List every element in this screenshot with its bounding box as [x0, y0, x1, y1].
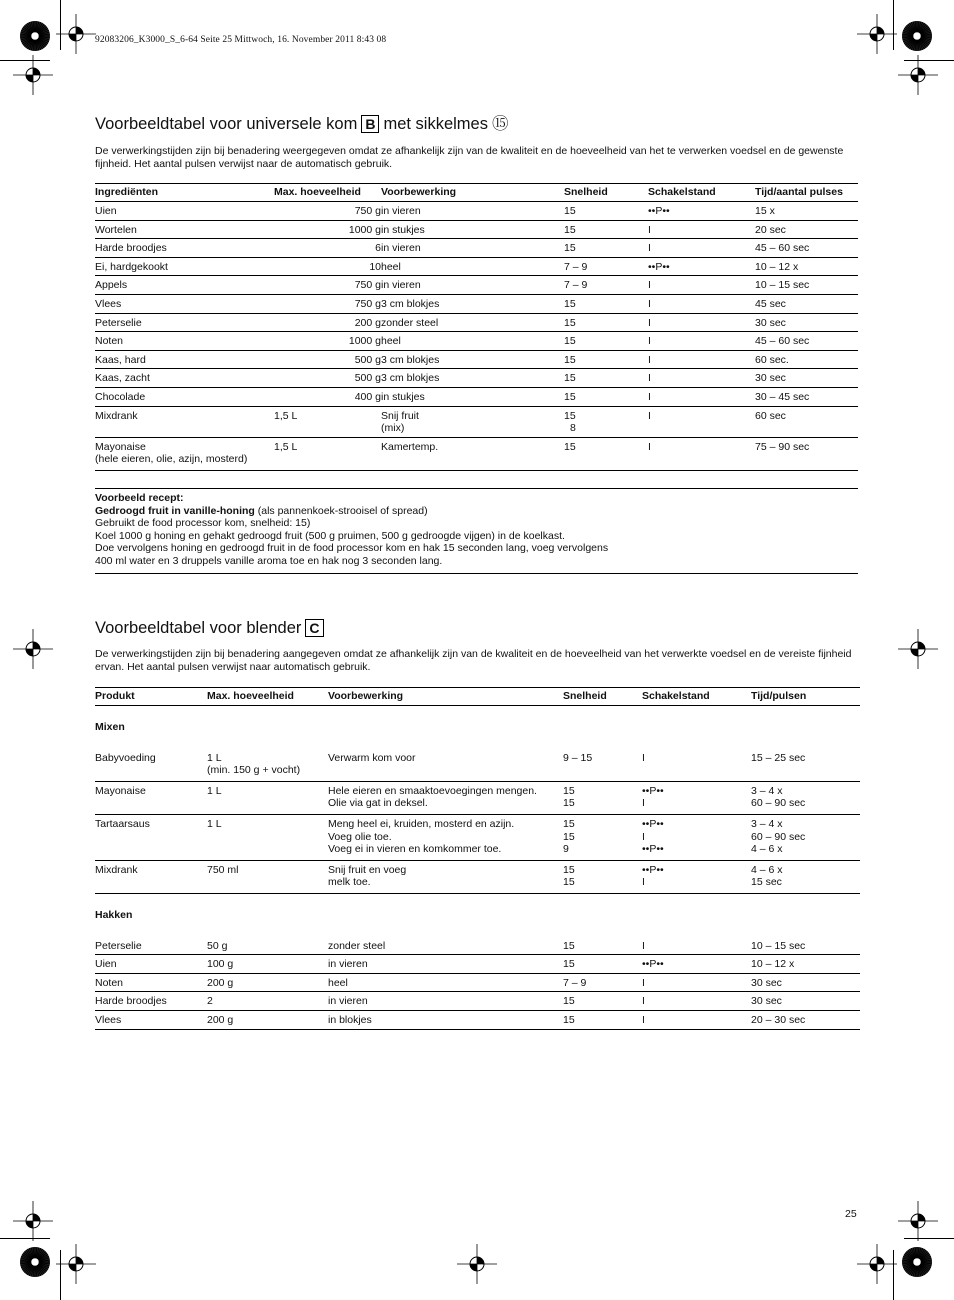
- crop-mark: [893, 0, 894, 50]
- cell-line: I: [642, 751, 645, 764]
- table-cell: [328, 749, 563, 782]
- table-row: [95, 202, 858, 221]
- cell-line: Mayonaise: [95, 440, 146, 453]
- crop-mark: [0, 60, 50, 61]
- table-cell: [642, 749, 751, 782]
- cell-line: Snij fruit en voeg: [328, 863, 407, 876]
- table-row: [95, 332, 858, 351]
- cell-line: 3 – 4 x: [751, 817, 783, 830]
- col-header: Voorbewerking: [381, 184, 564, 202]
- cell-line: 15: [563, 876, 575, 889]
- section1-title-text: Voorbeeldtabel voor universele kom: [95, 115, 358, 133]
- cell-line: Voeg ei in vieren en komkommer toe.: [328, 843, 502, 856]
- table-cell: 75 – 90 sec: [755, 437, 858, 470]
- table-cell: 200 g: [207, 973, 328, 992]
- section2-title: [95, 618, 324, 638]
- table-row: [95, 239, 858, 258]
- table-cell: in stukjes: [381, 220, 564, 239]
- table-cell: 200 g: [207, 1010, 328, 1029]
- registration-mark-icon: [857, 14, 897, 54]
- table-row: [95, 313, 858, 332]
- col-header: Produkt: [95, 688, 207, 706]
- col-header: Snelheid: [564, 184, 648, 202]
- table-cell: 400 g: [274, 387, 381, 406]
- table-cell: in blokjes: [328, 1010, 563, 1029]
- registration-mark-icon: [898, 1201, 938, 1241]
- color-target-icon: [20, 1247, 50, 1277]
- cell-line: 4 – 6 x: [751, 843, 783, 856]
- crop-mark: [893, 1250, 894, 1300]
- table-cell: 45 – 60 sec: [755, 239, 858, 258]
- table-cell: Harde broodjes: [95, 239, 274, 258]
- col-header: Tijd/aantal pulses: [755, 184, 858, 202]
- crop-mark: [60, 1250, 61, 1300]
- table-cell: I: [642, 937, 751, 955]
- table-cell: 15: [564, 369, 648, 388]
- recipe-line: 400 ml water en 3 druppels vanille aroma toe en hak nog 3 seconden lang.: [95, 554, 443, 567]
- cell-line: 60 – 90 sec: [751, 830, 806, 843]
- color-target-icon: [20, 21, 50, 51]
- section2-title-text: Voorbeeldtabel voor blender: [95, 619, 302, 637]
- table-cell: 45 – 60 sec: [755, 332, 858, 351]
- cell-line: I: [642, 830, 645, 843]
- table-cell: [751, 749, 860, 782]
- cell-line: 3 – 4 x: [751, 784, 783, 797]
- col-header: Snelheid: [563, 688, 642, 706]
- col-header: Max. hoeveelheid: [207, 688, 328, 706]
- table-row: [95, 276, 858, 295]
- table-cell: 15: [564, 313, 648, 332]
- table-row: [95, 937, 860, 955]
- table-cell: Vlees: [95, 294, 274, 313]
- cell-line: 8: [570, 422, 576, 435]
- table-cell: 15: [563, 937, 642, 955]
- table-cell: I: [648, 387, 755, 406]
- table-cell: in vieren: [381, 239, 564, 258]
- table-group-row: [95, 706, 860, 749]
- table-cell: 750 g: [274, 276, 381, 295]
- table-cell: in vieren: [328, 992, 563, 1011]
- cell-line: (mix): [381, 422, 405, 435]
- cell-line: (min. 150 g + vocht): [207, 764, 301, 777]
- table-cell: Wortelen: [95, 220, 274, 239]
- table-cell: I: [648, 294, 755, 313]
- table-cell: 15: [563, 955, 642, 974]
- crop-mark: [904, 60, 954, 61]
- table-cell: Kamertemp.: [381, 437, 564, 470]
- cell-line: Voeg olie toe.: [328, 830, 392, 843]
- cell-line: Meng heel ei, kruiden, mosterd en azijn.: [328, 817, 515, 830]
- cell-line: 60 – 90 sec: [751, 797, 806, 810]
- crop-mark: [60, 0, 61, 50]
- cell-line: Hele eieren en smaaktoevoegingen mengen.: [328, 784, 537, 797]
- table-cell: 15: [564, 202, 648, 221]
- table-cell: 7 – 9: [564, 276, 648, 295]
- col-header: Schakelstand: [642, 688, 751, 706]
- registration-mark-icon: [857, 1244, 897, 1284]
- table-cell: 750 g: [274, 202, 381, 221]
- table-cell: heel: [328, 973, 563, 992]
- table-cell: in vieren: [381, 276, 564, 295]
- table-cell: Mixdrank: [95, 406, 274, 437]
- table-cell: I: [648, 239, 755, 258]
- table-cell: [642, 860, 751, 893]
- recipe-line: Koel 1000 g honing en gehakt gedroogd fruit (500 g pruimen, 500 g gedroogde vijgen) in de koelkast.: [95, 529, 565, 542]
- registration-mark-icon: [56, 14, 96, 54]
- table-row: [95, 437, 858, 470]
- cell-line: I: [642, 797, 645, 810]
- col-header: Tijd/pulsen: [751, 688, 860, 706]
- table-cell: 10: [274, 257, 381, 276]
- table-cell: 7 – 9: [563, 973, 642, 992]
- cell-line: 15: [563, 797, 575, 810]
- table-row: [95, 749, 860, 782]
- crop-mark: [0, 1238, 50, 1239]
- recipe-name-note: (als pannenkoek-strooisel of spread): [254, 504, 428, 517]
- table-cell: 200 g: [274, 313, 381, 332]
- table-cell: 15 x: [755, 202, 858, 221]
- table-cell: Noten: [95, 332, 274, 351]
- color-target-icon: [902, 21, 932, 51]
- table-cell: ••P••: [648, 257, 755, 276]
- table-row: [95, 387, 858, 406]
- registration-mark-icon: [56, 1244, 96, 1284]
- table-cell: 1,5 L: [274, 437, 381, 470]
- table-header-row: [95, 184, 858, 202]
- table-cell: Harde broodjes: [95, 992, 207, 1011]
- table-cell: [95, 437, 274, 470]
- table-cell: Appels: [95, 276, 274, 295]
- table-cell: 100 g: [207, 955, 328, 974]
- table-row: [95, 814, 860, 860]
- table-cell: 2: [207, 992, 328, 1011]
- table-cell: 45 sec: [755, 294, 858, 313]
- table-cell: 10 – 15 sec: [751, 937, 860, 955]
- table-cell: I: [642, 1010, 751, 1029]
- cell-line: 1 L: [207, 751, 222, 764]
- table-cell: 10 – 12 x: [755, 257, 858, 276]
- table-cell: 15: [564, 387, 648, 406]
- col-header: Voorbewerking: [328, 688, 563, 706]
- table-cell: [207, 814, 328, 860]
- table-cell: 15: [564, 332, 648, 351]
- col-header: Ingrediënten: [95, 184, 274, 202]
- cell-line: ••P••: [642, 863, 664, 876]
- table-cell: heel: [381, 332, 564, 351]
- cell-line: 15: [563, 784, 575, 797]
- section1-title-suffix: met sikkelmes: [383, 115, 488, 133]
- table-cell: 15: [564, 350, 648, 369]
- table-cell: 30 sec: [755, 313, 858, 332]
- cell-line: 1 L: [207, 817, 222, 830]
- print-slug: 92083206_K3000_S_6-64 Seite 25 Mittwoch, 16. November 2011 8:43 08: [95, 35, 387, 45]
- table-cell: Kaas, hard: [95, 350, 274, 369]
- table-cell: 15: [563, 1010, 642, 1029]
- table-cell: 500 g: [274, 350, 381, 369]
- group-label: Hakken: [95, 908, 133, 921]
- table-cell: Kaas, zacht: [95, 369, 274, 388]
- table-cell: [563, 860, 642, 893]
- table-cell: in vieren: [328, 955, 563, 974]
- cell-line: 15 – 25 sec: [751, 751, 806, 764]
- table-cell: 60 sec: [755, 406, 858, 437]
- registration-mark-icon: [13, 1201, 53, 1241]
- table-cell: I: [648, 350, 755, 369]
- cell-line: (hele eieren, olie, azijn, mosterd): [95, 453, 248, 466]
- recipe-line: Doe vervolgens honing en gedroogd fruit in de food processor kom en hak 15 seconden lang, voeg vervolgens: [95, 542, 609, 555]
- section2-title-box: C: [305, 619, 323, 637]
- table-header-row: [95, 688, 860, 706]
- cell-line: Verwarm kom voor: [328, 751, 416, 764]
- table-cell: [381, 406, 564, 437]
- table-row: [95, 294, 858, 313]
- table-cell: [207, 749, 328, 782]
- table-cell: Tartaarsaus: [95, 814, 207, 860]
- table-group-row: [95, 893, 860, 936]
- table-cell: [642, 814, 751, 860]
- table-cell: heel: [381, 257, 564, 276]
- registration-mark-icon: [898, 629, 938, 669]
- group-label: Mixen: [95, 721, 125, 733]
- table-cell: [563, 749, 642, 782]
- table-cell: 7 – 9: [564, 257, 648, 276]
- table-cell: 1000 g: [274, 220, 381, 239]
- table-cell: 15: [564, 239, 648, 258]
- table-cell: I: [648, 437, 755, 470]
- table-cell: Noten: [95, 973, 207, 992]
- table-cell: [328, 781, 563, 814]
- table-cell: Uien: [95, 955, 207, 974]
- table-cell: in stukjes: [381, 387, 564, 406]
- table-cell: 30 sec: [755, 369, 858, 388]
- table-row: [95, 350, 858, 369]
- table-cell: Mayonaise: [95, 781, 207, 814]
- table-cell: I: [648, 406, 755, 437]
- table-row: [95, 992, 860, 1011]
- table-cell: 30 sec: [751, 973, 860, 992]
- section1-title-box: B: [361, 115, 379, 133]
- table-cell: Babyvoeding: [95, 749, 207, 782]
- table-cell: Peterselie: [95, 937, 207, 955]
- table-cell: in vieren: [381, 202, 564, 221]
- cell-line: ••P••: [642, 843, 664, 856]
- cell-line: 1 L: [207, 784, 222, 797]
- table-row: [95, 955, 860, 974]
- table-cell: 10 – 15 sec: [755, 276, 858, 295]
- table-cell: 750 g: [274, 294, 381, 313]
- example-recipe: [95, 488, 858, 574]
- table-cell: [563, 814, 642, 860]
- table-cell: [328, 814, 563, 860]
- table-cell: 500 g: [274, 369, 381, 388]
- table-cell: I: [642, 992, 751, 1011]
- registration-mark-icon: [13, 55, 53, 95]
- table-cell: [563, 781, 642, 814]
- crop-mark: [904, 1238, 954, 1239]
- table-cell: 20 – 30 sec: [751, 1010, 860, 1029]
- table-cell: ••P••: [648, 202, 755, 221]
- cell-line: 15: [564, 409, 576, 422]
- table-cell: 15: [564, 437, 648, 470]
- table-cell: 1000 g: [274, 332, 381, 351]
- table-cell: [207, 860, 328, 893]
- recipe-heading: Voorbeeld recept:: [95, 492, 184, 504]
- table-row: [95, 1010, 860, 1029]
- recipe-line: Gebruikt de food processor kom, snelheid: 15): [95, 517, 311, 530]
- table-cell: I: [648, 369, 755, 388]
- table-cell: I: [648, 332, 755, 351]
- cell-line: 15: [563, 817, 575, 830]
- col-header: Schakelstand: [648, 184, 755, 202]
- table-row: [95, 257, 858, 276]
- table-cell: 20 sec: [755, 220, 858, 239]
- section1-title: [95, 114, 508, 134]
- table-row: [95, 973, 860, 992]
- table-cell: Peterselie: [95, 313, 274, 332]
- cell-line: 15: [563, 830, 575, 843]
- cell-line: ••P••: [642, 784, 664, 797]
- table-cell: [751, 814, 860, 860]
- table-cell: [564, 406, 648, 437]
- registration-mark-icon: [457, 1244, 497, 1284]
- table-cell: Uien: [95, 202, 274, 221]
- table-cell: I: [648, 276, 755, 295]
- table-cell: Ei, hardgekookt: [95, 257, 274, 276]
- table-cell: Vlees: [95, 1010, 207, 1029]
- table-cell: I: [648, 313, 755, 332]
- table-cell: [751, 781, 860, 814]
- table-cell: 15: [564, 220, 648, 239]
- table-cell: Mixdrank: [95, 860, 207, 893]
- blender-table: [95, 687, 860, 1030]
- table-cell: 30 sec: [751, 992, 860, 1011]
- cell-line: 9 – 15: [563, 751, 593, 764]
- table-cell: [751, 860, 860, 893]
- table-row: [95, 220, 858, 239]
- table-cell: zonder steel: [328, 937, 563, 955]
- registration-mark-icon: [898, 55, 938, 95]
- section1-title-circled-number: ⑮: [491, 115, 509, 133]
- table-cell: 30 – 45 sec: [755, 387, 858, 406]
- table-cell: 3 cm blokjes: [381, 350, 564, 369]
- table-cell: 60 sec.: [755, 350, 858, 369]
- cell-line: 750 ml: [207, 863, 239, 876]
- table-row: [95, 860, 860, 893]
- cell-line: 15: [563, 863, 575, 876]
- table-cell: 15: [563, 992, 642, 1011]
- table-cell: 10 – 12 x: [751, 955, 860, 974]
- table-cell: [642, 781, 751, 814]
- cell-line: 4 – 6 x: [751, 863, 783, 876]
- table-cell: 15: [564, 294, 648, 313]
- recipe-name-bold: Gedroogd fruit in vanille-honing: [95, 504, 255, 517]
- table-cell: I: [648, 220, 755, 239]
- cell-line: Olie via gat in deksel.: [328, 797, 428, 810]
- cell-line: I: [642, 876, 645, 889]
- universal-bowl-table: [95, 183, 858, 471]
- color-target-icon: [902, 1247, 932, 1277]
- cell-line: melk toe.: [328, 876, 371, 889]
- table-cell: 50 g: [207, 937, 328, 955]
- table-cell: Chocolade: [95, 387, 274, 406]
- table-cell: I: [642, 973, 751, 992]
- cell-line: 9: [563, 843, 569, 856]
- table-cell: 3 cm blokjes: [381, 369, 564, 388]
- table-row: [95, 406, 858, 437]
- table-cell: [207, 781, 328, 814]
- table-row: [95, 781, 860, 814]
- page-number: 25: [845, 1208, 857, 1220]
- table-row: [95, 369, 858, 388]
- table-cell: ••P••: [642, 955, 751, 974]
- recipe-name: [95, 505, 858, 518]
- cell-line: 15 sec: [751, 876, 782, 889]
- table-cell: [328, 860, 563, 893]
- section2-intro: De verwerkingstijden zijn bij benadering aangegeven omdat ze afhankelijk zijn van de kwaliteit en de hoeveelheid van het verwerkte voedsel en de vereiste fijnheid ervan. Het aantal pulsen verwijst naar automatisch gebruik.: [95, 648, 852, 673]
- col-header: Max. hoeveelheid: [274, 184, 381, 202]
- table-cell: 1,5 L: [274, 406, 381, 437]
- table-cell: 3 cm blokjes: [381, 294, 564, 313]
- table-cell: 6: [274, 239, 381, 258]
- registration-mark-icon: [13, 629, 53, 669]
- table-cell: zonder steel: [381, 313, 564, 332]
- section1-intro: De verwerkingstijden zijn bij benadering weergegeven omdat ze afhankelijk zijn van de kwaliteit en de hoeveelheid van het te verwerken voedsel en de gewenste fijnheid. Het aantal pulsen verwijst naar de automatisch gebruik.: [95, 145, 844, 170]
- cell-line: Snij fruit: [381, 409, 419, 422]
- cell-line: ••P••: [642, 817, 664, 830]
